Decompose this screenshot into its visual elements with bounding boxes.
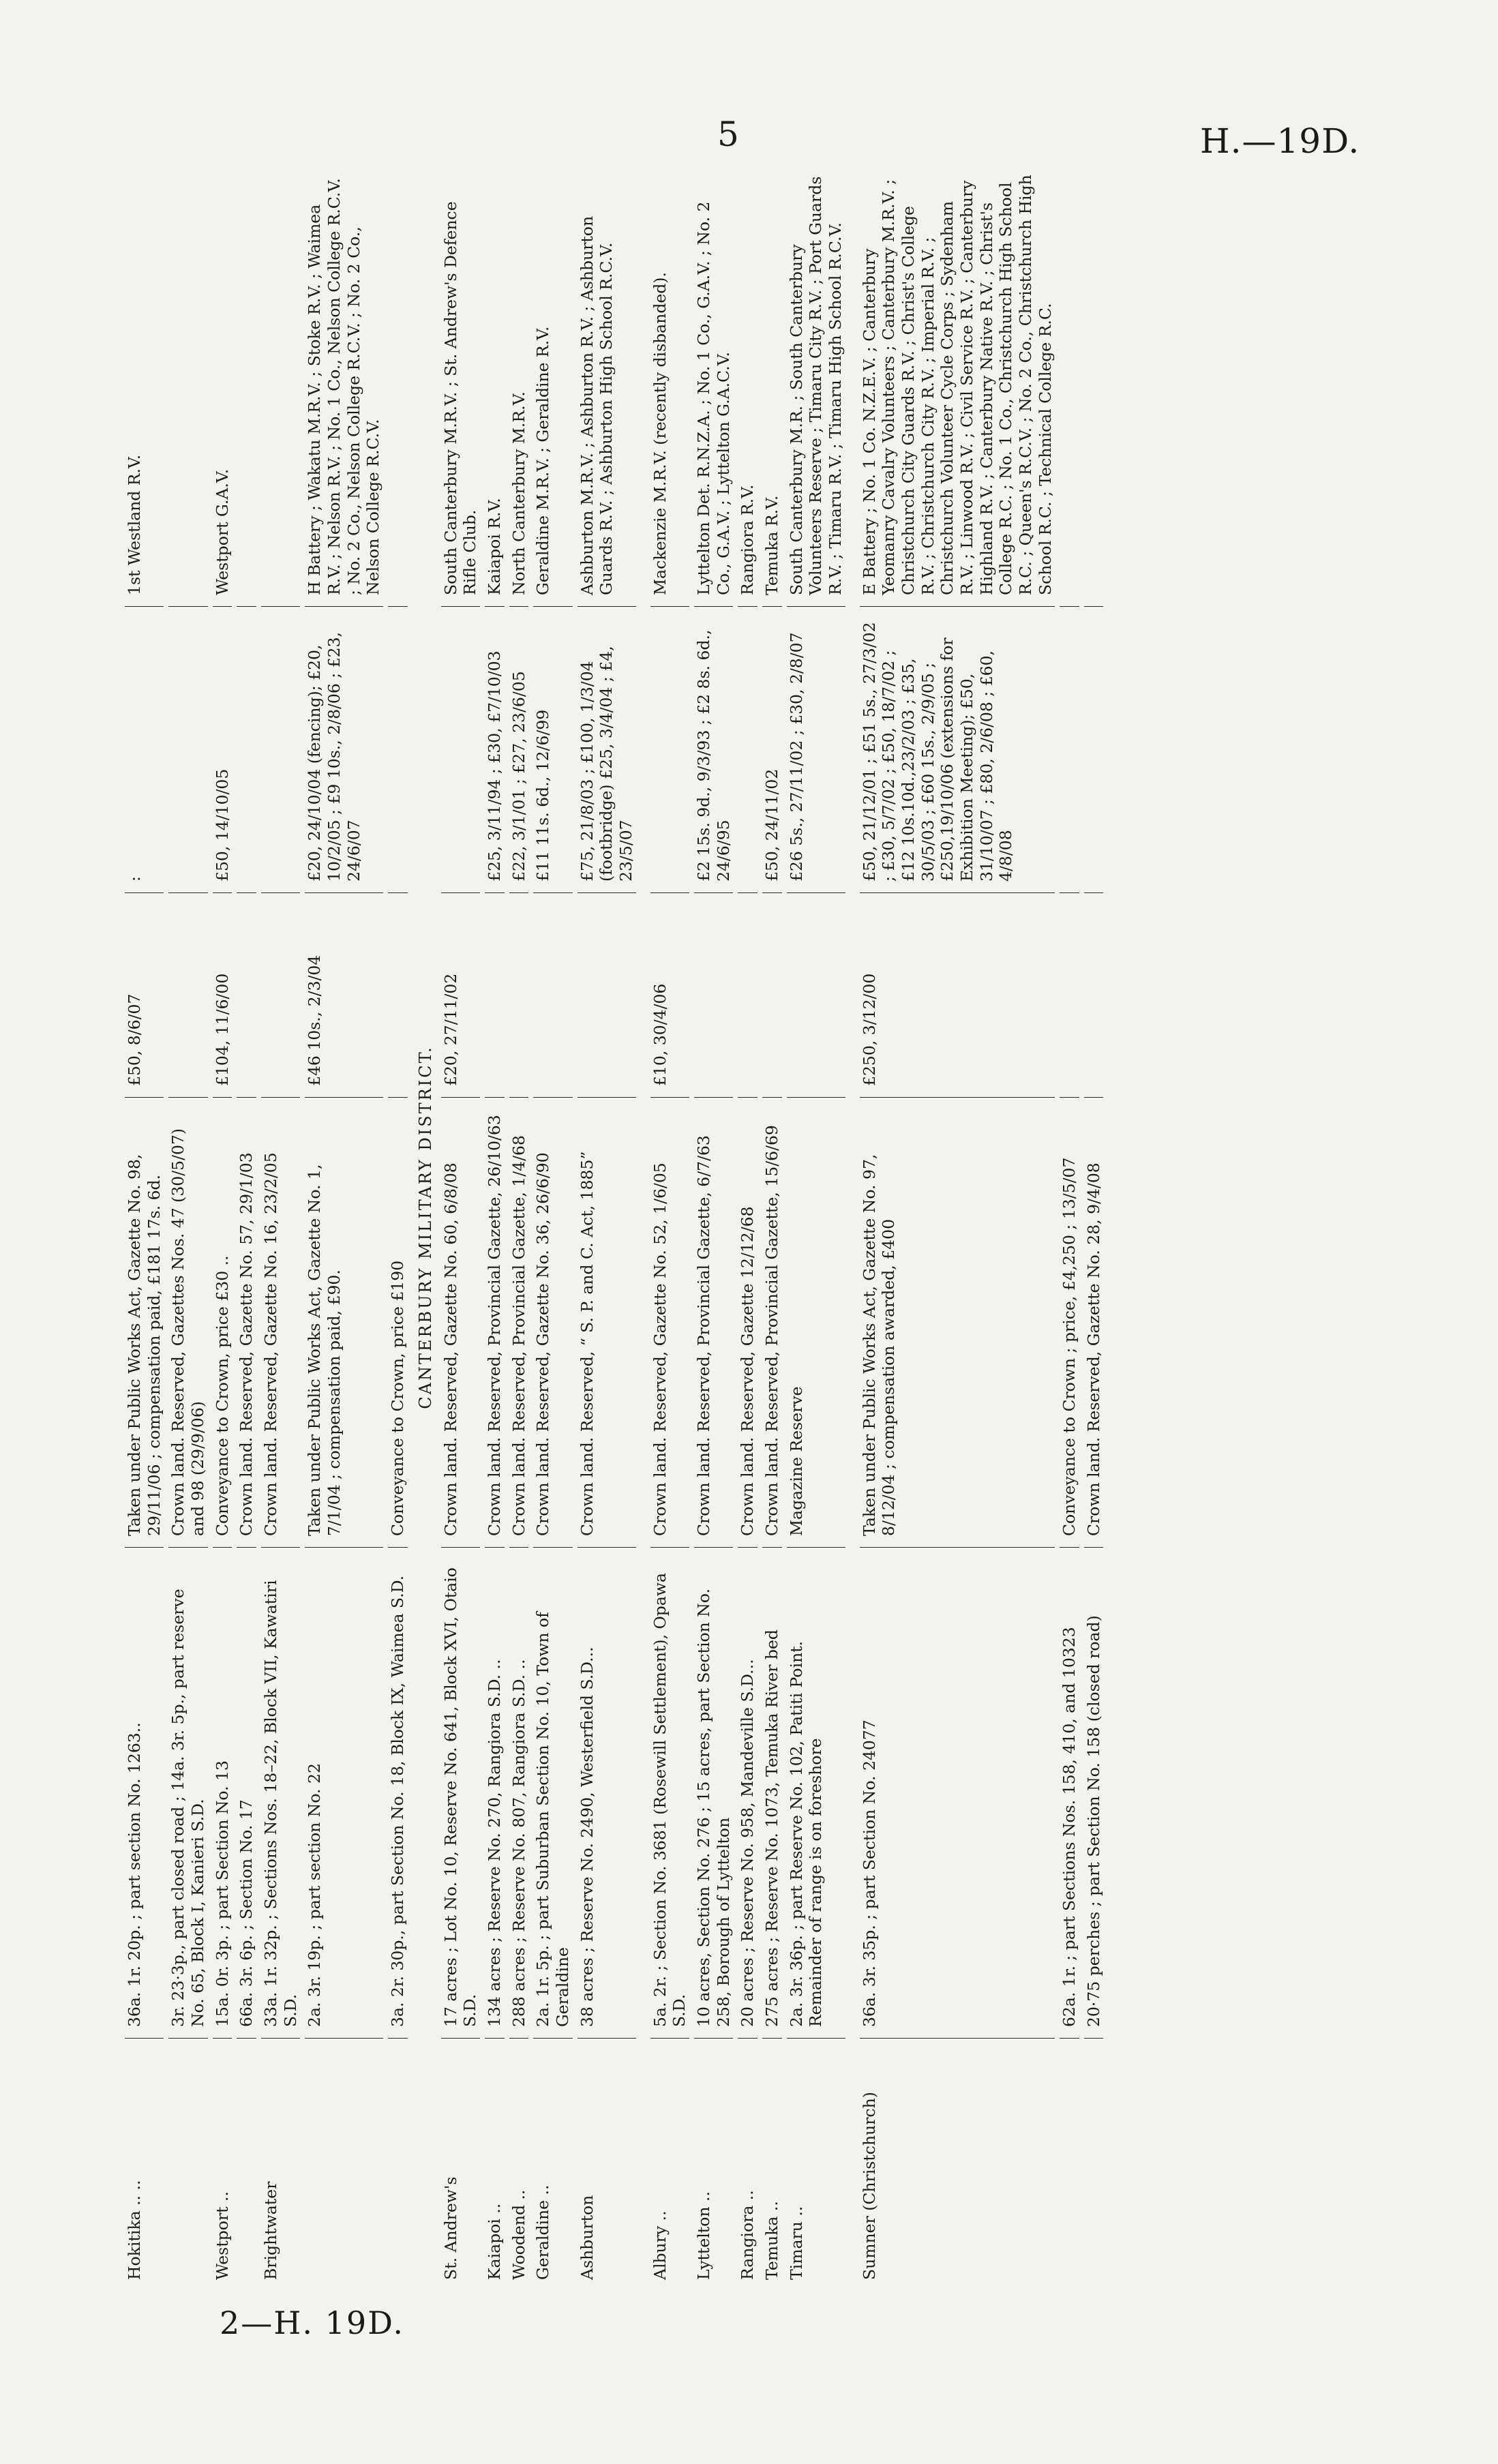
- expenditure-cell: £25, 3/11/94 ; £30, £7/10/03: [485, 607, 505, 893]
- cost-cell: [261, 893, 300, 1098]
- table-row: [648, 164, 692, 2291]
- acquisition-cell: Crown land. Reserved, Gazette No. 52, 1/6/05: [650, 1098, 689, 1548]
- place-cell: Timaru ..: [786, 2206, 806, 2280]
- expenditure-cell: £20, 24/10/04 (fencing); £20, 10/2/05 ; £9 10s., 2/8/06 ; £23, 24/6/07: [305, 607, 383, 893]
- table-row: [1058, 164, 1082, 2291]
- table-row: [736, 164, 760, 2291]
- cost-cell: [578, 893, 636, 1098]
- acquisition-cell: Conveyance to Crown, price £30 ..: [213, 1098, 233, 1548]
- area-cell: 66a. 3r. 6p. ; Section No. 17: [237, 1548, 256, 2039]
- cost-cell: [237, 893, 256, 1098]
- cost-cell: [762, 893, 782, 1098]
- area-cell: 20 acres ; Reserve No. 958, Mandeville S.D...: [738, 1548, 758, 2039]
- units-cell: South Canterbury M.R. ; South Canterbury Volunteers Reserve ; Timaru City R.V. ; Port Guards R.V. ; Timaru R.V. ; Timaru High School R.C.V.: [787, 164, 845, 607]
- place-cell: Sumner (Christchurch): [859, 2092, 879, 2280]
- units-cell: Westport G.A.V.: [213, 164, 233, 607]
- area-cell: 288 acres ; Reserve No. 807, Rangiora S.D. ..: [509, 1548, 529, 2039]
- area-cell: 36a. 1r. 20p. ; part section No. 1263..: [125, 1548, 164, 2039]
- cost-cell: £50, 8/6/07: [125, 893, 164, 1098]
- place-cell: Albury ..: [650, 2210, 670, 2280]
- expenditure-cell: :: [125, 607, 164, 893]
- area-cell: 275 acres ; Reserve No. 1073, Temuka River bed: [762, 1548, 782, 2039]
- expenditure-cell: [738, 607, 758, 893]
- units-cell: [388, 164, 408, 607]
- acquisition-cell: Crown land. Reserved, Provincial Gazette, 15/6/69: [762, 1098, 782, 1548]
- area-cell: 17 acres ; Lot No. 10, Reserve No. 641, Block XVI, Otaio S.D.: [441, 1548, 480, 2039]
- cost-cell: £10, 30/4/06: [650, 893, 689, 1098]
- acquisition-cell: Taken under Public Works Act, Gazette No. 1, 7/1/04 ; compensation paid, £90.: [305, 1098, 383, 1548]
- place-cell: Hokitika .. ..: [125, 2180, 144, 2280]
- units-cell: Geraldine M.R.V. ; Geraldine R.V.: [533, 164, 572, 607]
- units-cell: Ashburton M.R.V. ; Ashburton R.V. ; Ashburton Guards R.V. ; Ashburton High School R.C.V.: [578, 164, 636, 607]
- expenditure-cell: £50, 24/11/02: [762, 607, 782, 893]
- district-heading-row: [410, 164, 439, 2291]
- signature-mark: 2—H. 19D.: [220, 2304, 405, 2341]
- area-cell: 62a. 1r. ; part Sections Nos. 158, 410, and 10323: [1060, 1548, 1079, 2039]
- area-cell: 10 acres, Section No. 276 ; 15 acres, part Section No. 258, Borough of Lyttelton: [694, 1548, 733, 2039]
- table-row: [507, 164, 532, 2291]
- area-cell: 2a. 3r. 36p. ; part Reserve No. 102, Patiti Point. Remainder of range is on foreshore: [787, 1548, 845, 2039]
- place-cell: [305, 2039, 383, 2291]
- table-row: [123, 164, 166, 2291]
- acquisition-cell: Magazine Reserve: [787, 1098, 845, 1548]
- expenditure-cell: [1084, 607, 1104, 893]
- area-cell: 38 acres ; Reserve No. 2490, Westerfield S.D...: [578, 1548, 636, 2039]
- area-cell: 33a. 1r. 32p. ; Sections Nos. 18–22, Block VII, Kawatiri S.D.: [261, 1548, 300, 2039]
- units-cell: Kaiapoi R.V.: [485, 164, 505, 607]
- units-cell: E Battery ; No. 1 Co. N.Z.E.V. ; Canterbury Yeomanry Cavalry Volunteers ; Canterbury M.R.V. ; Christchurch City Guards R.V. ; Christ's College R.V. ; Christchurch City R.V. ; Imperial R.V. ; Christchurch Volunteer Cycle Corps ; Sydenham R.V. ; Linwood R.V. ; Civil Service R.V. ; Canterbury Highland R.V. ; Canterbury Native R.V. ; Christ's College R.C. ; No. 1 Co., Christchurch High School R.C. ; Queen's R.C.V. ; No. 2 Co., Christchurch High School R.C. ; Technical College R.C.: [860, 164, 1055, 607]
- expenditure-cell: [388, 607, 408, 893]
- rifle-ranges-table: [123, 164, 1459, 2291]
- place-cell: Geraldine ..: [533, 2184, 553, 2280]
- area-cell: 134 acres ; Reserve No. 270, Rangiora S.D. ..: [485, 1548, 505, 2039]
- area-cell: 15a. 0r. 3p. ; part Section No. 13: [213, 1548, 233, 2039]
- table-row: [575, 164, 639, 2291]
- units-cell: H Battery ; Wakatu M.R.V. ; Stoke R.V. ; Waimea R.V. ; Nelson R.V. ; No. 1 Co., Nelson College R.C.V. ; No. 2 Co., Nelson College R.C.V. ; No. 2 Co., Nelson College R.C.V.: [305, 164, 383, 607]
- acquisition-cell: Crown land. Reserved, Provincial Gazette, 6/7/63: [694, 1098, 733, 1548]
- units-cell: Rangiora R.V.: [738, 164, 758, 607]
- expenditure-cell: [441, 607, 480, 893]
- table-row: [692, 164, 736, 2291]
- area-cell: 2a. 1r. 5p. ; part Suburban Section No. 10, Town of Geraldine: [533, 1548, 572, 2039]
- cost-cell: [1084, 893, 1104, 1098]
- acquisition-cell: Crown land. Reserved, Gazette No. 60, 6/8/08: [441, 1098, 480, 1548]
- table-row: [858, 164, 1058, 2291]
- cost-cell: £20, 27/11/02: [441, 893, 480, 1098]
- table-row: [531, 164, 575, 2291]
- cost-cell: [694, 893, 733, 1098]
- rotated-table-frame: [123, 164, 1459, 2291]
- cost-cell: [168, 893, 207, 1098]
- units-cell: Lyttelton Det. R.N.Z.A. ; No. 1 Co., G.A.V. ; No. 2 Co., G.A.V. ; Lyttelton G.A.C.V.: [694, 164, 733, 607]
- place-cell: Ashburton: [577, 2195, 597, 2280]
- area-cell: 20·75 perches ; part Section No. 158 (closed road): [1084, 1548, 1104, 2039]
- area-cell: 5a. 2r. ; Section No. 3681 (Rosewill Settlement), Opawa S.D.: [650, 1548, 689, 2039]
- page-number: 5: [717, 115, 739, 154]
- place-cell: Lyttelton ..: [694, 2191, 714, 2280]
- cost-cell: [787, 893, 845, 1098]
- cost-cell: [485, 893, 505, 1098]
- cost-cell: [388, 893, 408, 1098]
- place-cell: Westport ..: [212, 2191, 232, 2280]
- acquisition-cell: Conveyance to Crown, price £190: [388, 1098, 408, 1548]
- expenditure-cell: [1060, 607, 1079, 893]
- units-cell: North Canterbury M.R.V.: [509, 164, 529, 607]
- district-heading: CANTERBURY MILITARY DISTRICT.: [415, 1045, 435, 1409]
- place-cell: [1060, 2039, 1079, 2291]
- cost-cell: £104, 11/6/00: [213, 893, 233, 1098]
- cost-cell: [738, 893, 758, 1098]
- area-cell: 3a. 2r. 30p., part Section No. 18, Block IX, Waimea S.D.: [388, 1548, 408, 2039]
- cost-cell: £46 10s., 2/3/04: [305, 893, 383, 1098]
- expenditure-cell: £50, 21/12/01 ; £51 5s., 27/3/02 ; £30, 5/7/02 ; £50, 18/7/02 ; £12 10s.10d.,23/2/03 ; £35, 30/5/03 ; £60 15s., 2/9/05 ; £250,19/10/06 (extensions for Exhibition Meeting); £50, 31/10/07 ; £80, 2/6/08 ; £60, 4/8/08: [860, 607, 1055, 893]
- units-cell: [1084, 164, 1104, 607]
- place-cell: Rangiora ..: [738, 2190, 758, 2280]
- expenditure-cell: £50, 14/10/05: [213, 607, 233, 893]
- units-cell: [1060, 164, 1079, 607]
- cost-cell: [533, 893, 572, 1098]
- units-cell: [168, 164, 207, 607]
- expenditure-cell: [650, 607, 689, 893]
- expenditure-cell: [261, 607, 300, 893]
- units-cell: Mackenzie M.R.V. (recently disbanded).: [650, 164, 689, 607]
- place-cell: [237, 2039, 256, 2291]
- units-cell: [237, 164, 256, 607]
- place-cell: Kaiapoi ..: [485, 2203, 505, 2280]
- document-code: H.—19D.: [1200, 121, 1360, 161]
- area-cell: 36a. 3r. 35p. ; part Section No. 24077: [860, 1548, 1055, 2039]
- place-cell: Brightwater: [260, 2181, 280, 2280]
- place-cell: [1084, 2039, 1104, 2291]
- expenditure-cell: £2 15s. 9d., 9/3/93 ; £2 8s. 6d., 24/6/95: [694, 607, 733, 893]
- acquisition-cell: Crown land. Reserved, Gazette No. 36, 26/6/90: [533, 1098, 572, 1548]
- expenditure-cell: £22, 3/1/01 ; £27, 23/6/05: [509, 607, 529, 893]
- acquisition-cell: Crown land. Reserved, Gazette No. 28, 9/4/08: [1084, 1098, 1104, 1548]
- expenditure-cell: £75, 21/8/03 ; £100, 1/3/04 (footbridge) £25, 3/4/04 ; £4, 23/5/07: [578, 607, 636, 893]
- area-cell: 2a. 3r. 19p. ; part section No. 22: [305, 1548, 383, 2039]
- table-row: [303, 164, 386, 2291]
- table-row: [386, 164, 410, 2291]
- acquisition-cell: Crown land. Reserved, Gazette 12/12/68: [738, 1098, 758, 1548]
- place-cell: [388, 2039, 408, 2291]
- acquisition-cell: Crown land. Reserved, Gazette No. 57, 29/1/03: [237, 1098, 256, 1548]
- acquisition-cell: Conveyance to Crown ; price, £4,250 ; 13/5/07: [1060, 1098, 1079, 1548]
- table-row: [483, 164, 507, 2291]
- units-cell: Temuka R.V.: [762, 164, 782, 607]
- place-cell: St. Andrew's: [440, 2176, 460, 2280]
- rotated-table: [123, 164, 1459, 2291]
- table-row: [166, 164, 210, 2291]
- table-row: [439, 164, 483, 2291]
- table-row: [760, 164, 785, 2291]
- acquisition-cell: Taken under Public Works Act, Gazette No. 98, 29/11/06 ; compensation paid, £181 17s. 6d.: [125, 1098, 164, 1548]
- acquisition-cell: Crown land. Reserved, Gazettes Nos. 47 (30/5/07) and 98 (29/9/06): [168, 1098, 207, 1548]
- units-cell: South Canterbury M.R.V. ; St. Andrew's Defence Rifle Club.: [441, 164, 480, 607]
- place-cell: [168, 2039, 207, 2291]
- acquisition-cell: Crown land. Reserved, “ S. P. and C. Act, 1885”: [578, 1098, 636, 1548]
- cost-cell: [509, 893, 529, 1098]
- acquisition-cell: Taken under Public Works Act, Gazette No. 97, 8/12/04 ; compensation awarded, £400: [860, 1098, 1055, 1548]
- acquisition-cell: Crown land. Reserved, Provincial Gazette, 1/4/68: [509, 1098, 529, 1548]
- table-row: [785, 164, 848, 2291]
- table-row: [235, 164, 259, 2291]
- area-cell: 3r. 23·3p., part closed road ; 14a. 3r. 5p., part reserve No. 65, Block I, Kanieri S.D.: [168, 1548, 207, 2039]
- acquisition-cell: Crown land. Reserved, Gazette No. 16, 23/2/05: [261, 1098, 300, 1548]
- expenditure-cell: £26 5s., 27/11/02 ; £30, 2/8/07: [787, 607, 845, 893]
- table-row: [211, 164, 235, 2291]
- place-cell: Temuka ..: [762, 2201, 781, 2280]
- expenditure-cell: £11 11s. 6d., 12/6/99: [533, 607, 572, 893]
- table-row: [259, 164, 303, 2291]
- cost-cell: £250, 3/12/00: [860, 893, 1055, 1098]
- table-row: [1082, 164, 1107, 2291]
- units-cell: [261, 164, 300, 607]
- cost-cell: [1060, 893, 1079, 1098]
- place-cell: Woodend ..: [509, 2189, 528, 2280]
- expenditure-cell: [168, 607, 207, 893]
- expenditure-cell: [237, 607, 256, 893]
- acquisition-cell: Crown land. Reserved, Provincial Gazette, 26/10/63: [485, 1098, 505, 1548]
- units-cell: 1st Westland R.V.: [125, 164, 164, 607]
